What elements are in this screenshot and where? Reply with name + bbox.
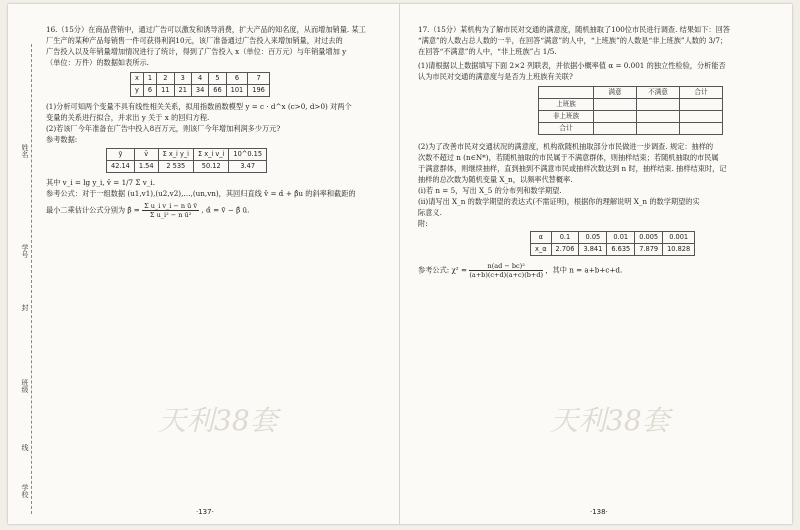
q16-note: 其中 v_i = lg y_i, v̄ = 1/7 Σ v_i. [46,178,156,187]
table-header-x: x [131,73,144,85]
binding-margin [18,44,38,514]
watermark-logo [158,399,278,439]
ref-value: 2 535 [158,161,193,173]
book-spread [8,4,792,524]
q17-contingency-table [538,86,723,135]
q17-part1: (1)请根据以上数据填写下面 2×2 列联表，并依据小概率值 α = 0.001 的独立性检验，分析能否 [418,61,726,70]
table-cell: 1 [143,73,156,85]
ct-cell[interactable] [680,111,723,123]
table-cell: 6 [226,73,248,85]
table-cell: 196 [248,85,270,97]
ref-value: 1.54 [134,161,158,173]
q16-line: 16.（15分）在商品营销中，通过广告可以激发和诱导消费，扩大产品的知名度，从而增加销量. 某工 [46,25,366,34]
q16-formula [46,202,391,219]
table-cell: 11 [157,85,174,97]
formula-denominator: Σ u_i² − n ū² [149,211,192,219]
q17-part2: 次数不超过 n (n∈N*)，若随机抽取的市民属于不满意群体，则抽样结束；若随机抽取的市民属 [418,153,719,162]
ct-cell[interactable] [637,99,680,111]
ct-row-label: 非上班族 [539,111,594,123]
q16-line: （单位：万件）的数据如表所示. [46,58,149,67]
q17-part2: (2)为了改善市民对交通状况的满意度，机构欲随机抽取部分市民做进一步调查. 规定：抽样的 [418,142,714,151]
q17-line: “满意”的人数占总人数的一半，在回答“满意”的人中，“上班族”的人数是“非上班族”人数的 3/7； [418,36,728,45]
ref-value: 50.12 [194,161,229,173]
q16-ref-label: 参考数据: [46,135,78,144]
critical-cell: 0.01 [607,232,635,244]
watermark-text: 天利38套 [158,404,278,437]
ref-header: v̄ [134,149,158,161]
binding-label-name: 姓名 [21,144,29,158]
critical-cell: 0.005 [635,232,663,244]
ref-header: 10^0.15 [229,149,267,161]
critical-cell: 0.1 [551,232,579,244]
q16-data-table [130,72,270,97]
table-cell: 7 [248,73,270,85]
table-cell: 66 [209,85,226,97]
ref-value: 42.14 [107,161,135,173]
right-page [400,4,792,524]
formula-numerator: Σ u_i v_i − n ū v̄ [144,202,198,210]
q17-critical-table [530,231,695,256]
critical-cell: 0.001 [663,232,695,244]
formula-numerator: n(ad − bc)² [469,262,543,271]
ct-header: 合计 [680,87,723,99]
ct-row-label: 上班族 [539,99,594,111]
ct-cell[interactable] [680,123,723,135]
q16-ref-table [106,148,267,173]
page-number-right: ·138· [590,508,608,516]
ct-row-label: 合计 [539,123,594,135]
critical-cell: 0.05 [579,232,607,244]
table-cell: 101 [226,85,248,97]
ct-header [539,87,594,99]
table-cell: 6 [143,85,156,97]
critical-cell: 7.879 [635,244,663,256]
q17-line: 17.（15分）某机构为了解市民对交通的满意度，随机抽取了100位市民进行调查. 结果如下：回答 [418,25,730,34]
q17-part2: 抽样的总次数为随机变量 X_n，以频率代替概率. [418,175,573,184]
q17-sub2: (ⅱ)请写出 X_n 的数学期望的表达式(不需证明)，根据你的理解说明 X_n 的数学期望的实 [418,197,700,206]
q17-formula [418,262,778,279]
table-cell: 3 [174,73,191,85]
formula-prefix: 参考公式: χ² = [418,265,468,275]
binding-label-class: 班级 [21,379,29,393]
critical-header: x_α [531,244,552,256]
ct-cell[interactable] [680,99,723,111]
cut-line [31,44,32,514]
q16-part2: (2)若该厂今年准备在广告中投入8百万元，则该厂今年增加利润多少万元? [46,124,281,133]
q17-line: 在回答“不满意”的人中，“非上班族”占 1/5. [418,47,557,56]
binding-label-seal: 封 [21,304,29,311]
question-17 [418,24,778,279]
q17-sub1: (ⅰ)若 n = 5，写出 X_5 的分布列和数学期望. [418,186,562,195]
q16-line: 厂生产的某种产品每销售一件可获得利润10元，该厂准备通过广告投入来增加销量，对过去的 [46,36,343,45]
critical-cell: 10.828 [663,244,695,256]
table-header-y: y [131,85,144,97]
critical-cell: 6.635 [607,244,635,256]
q17-sub2: 际意义. [418,208,442,217]
ct-cell[interactable] [637,111,680,123]
q16-line: 广告投入以及年销量增加情况进行了统计，得到了广告投入 x（单位：百万元）与年销量增加 y [46,47,347,56]
binding-label-id: 学号 [21,244,29,258]
q17-part2: 于满意群体，则继续抽样，直到抽到不满意市民或抽样次数达到 n 时，抽样结束. 抽样结束时，记 [418,164,727,173]
formula-suffix: ，其中 n = a+b+c+d. [545,265,623,275]
table-cell: 2 [157,73,174,85]
ct-cell[interactable] [594,123,637,135]
formula-prefix: 最小二乘估计公式分别为 β̂ = [46,205,140,215]
critical-header: α [531,232,552,244]
ct-header: 满意 [594,87,637,99]
ref-header: Σ x_i y_i [158,149,193,161]
table-cell: 5 [209,73,226,85]
watermark-text: 天利38套 [550,404,670,437]
q17-part1: 认为市民对交通的满意度与是否为上班族有关联? [418,72,573,81]
ref-header: Σ x_i v_i [194,149,229,161]
formula-denominator: (a+b)(c+d)(a+c)(b+d) [469,271,544,279]
question-16 [46,24,391,219]
ref-header: ȳ [107,149,135,161]
ct-header: 不满意 [637,87,680,99]
formula-fraction [142,202,199,219]
ref-value: 3.47 [229,161,267,173]
ct-cell[interactable] [594,99,637,111]
formula-suffix: , α̂ = v̄ − β̂ ū. [201,205,250,215]
q17-attach-label: 附: [418,219,428,228]
q16-part1: (1)分析可知两个变量不具有线性相关关系，拟用指数函数模型 y = c · d^x (c>0, d>0) 对两个 [46,102,352,111]
table-cell: 34 [191,85,208,97]
ct-cell[interactable] [637,123,680,135]
q16-part1: 变量的关系进行拟合，并求出 y 关于 x 的回归方程. [46,113,210,122]
watermark-logo [550,399,670,439]
page-number-left: ·137· [196,508,214,516]
critical-cell: 3.841 [579,244,607,256]
binding-label-line: 线 [21,444,29,451]
table-cell: 4 [191,73,208,85]
ct-cell[interactable] [594,111,637,123]
left-page [8,4,400,524]
table-cell: 21 [174,85,191,97]
binding-label-school: 学校 [21,484,29,498]
critical-cell: 2.706 [551,244,579,256]
formula-fraction [469,262,543,279]
q16-note: 参考公式：对于一组数据 (u1,v1),(u2,v2),…,(un,vn)，其回归直线 v̂ = α̂ + β̂u 的斜率和截距的 [46,189,356,198]
